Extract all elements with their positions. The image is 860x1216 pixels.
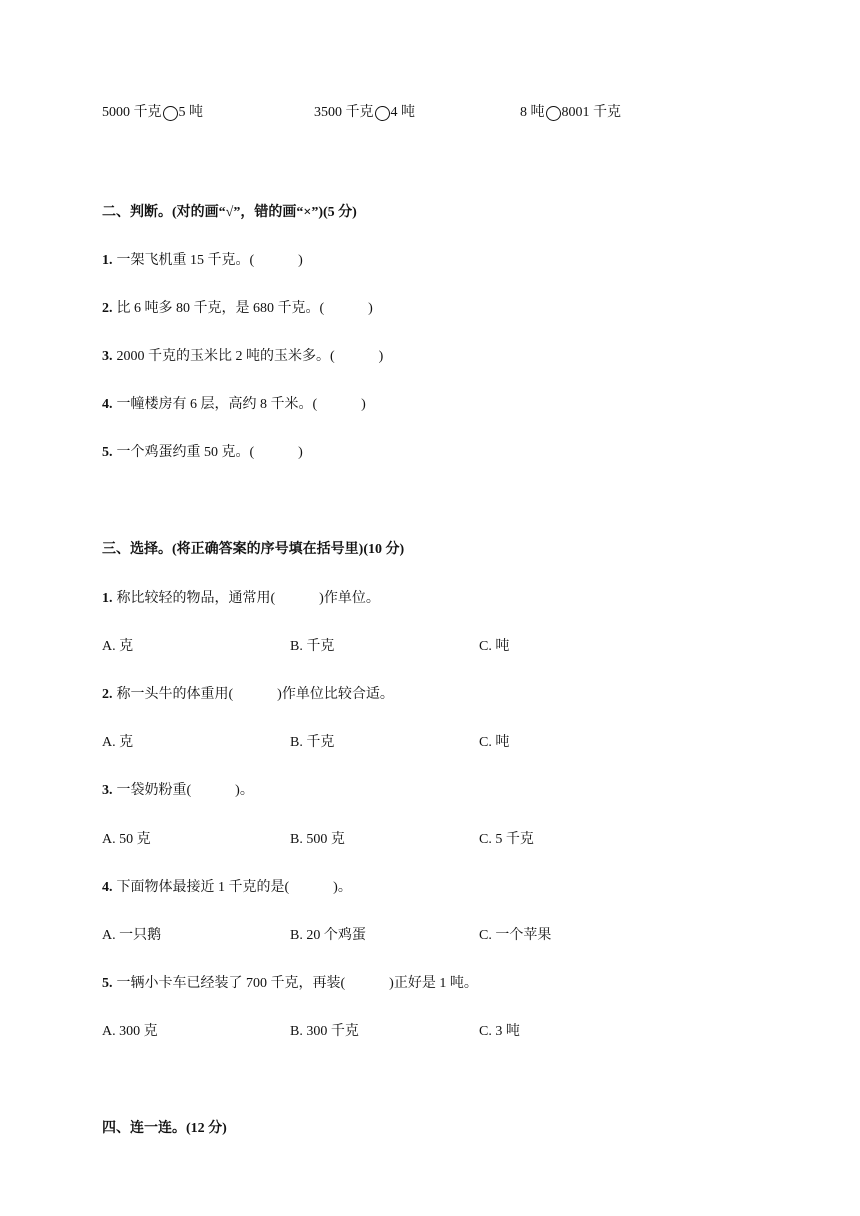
option-a[interactable]: A. 克 (102, 639, 134, 654)
judge-item-1 (102, 251, 303, 271)
question-text-before: 称一头牛的体重用( (116, 687, 234, 702)
compare-circle-blank[interactable] (375, 106, 390, 121)
choice-question-4 (102, 878, 352, 898)
compare-right: 5 吨 (178, 105, 203, 120)
choice-question-1 (102, 589, 380, 609)
question-text-after: )作单位比较合适。 (277, 687, 394, 702)
option-c[interactable]: C. 3 吨 (479, 1024, 520, 1039)
question-number: 3. (102, 783, 113, 798)
question-number: 2. (102, 687, 113, 702)
item-number: 5. (102, 445, 113, 460)
judge-item-3 (102, 347, 383, 367)
compare-item-2 (314, 103, 415, 123)
item-text: 一幢楼房有 6 层，高约 8 千米。( (116, 397, 318, 412)
judge-item-2 (102, 299, 373, 319)
compare-right: 8001 千克 (561, 105, 621, 120)
option-a[interactable]: A. 300 克 (102, 1024, 158, 1039)
compare-circle-blank[interactable] (163, 106, 178, 121)
judge-item-4 (102, 395, 366, 415)
compare-left: 8 吨 (520, 105, 545, 120)
item-number: 1. (102, 253, 113, 268)
option-c[interactable]: C. 吨 (479, 639, 510, 654)
item-text: 比 6 吨多 80 千克，是 680 千克。( (116, 301, 325, 316)
question-text-before: 下面物体最接近 1 千克的是( (116, 880, 290, 895)
compare-item-1 (102, 103, 203, 123)
judge-item-5 (102, 443, 303, 463)
question-text-after: )。 (333, 880, 352, 895)
question-text-after: )正好是 1 吨。 (389, 976, 478, 991)
item-number: 3. (102, 349, 113, 364)
option-b[interactable]: B. 千克 (290, 735, 335, 750)
compare-left: 3500 千克 (314, 105, 374, 120)
item-text: 2000 千克的玉米比 2 吨的玉米多。( (116, 349, 335, 364)
option-b[interactable]: B. 20 个鸡蛋 (290, 928, 366, 943)
choice-question-5 (102, 974, 478, 994)
question-text-after: )。 (235, 783, 254, 798)
close-paren: ) (298, 445, 303, 460)
item-number: 4. (102, 397, 113, 412)
section-2-heading: 二、判断。(对的画“√”，错的画“×”)(5 分) (102, 205, 357, 220)
question-text-before: 称比较轻的物品，通常用( (116, 591, 276, 606)
question-number: 4. (102, 880, 113, 895)
question-text-before: 一辆小卡车已经装了 700 千克，再装( (116, 976, 346, 991)
compare-left: 5000 千克 (102, 105, 162, 120)
option-a[interactable]: A. 一只鹅 (102, 928, 162, 943)
question-text-before: 一袋奶粉重( (116, 783, 192, 798)
close-paren: ) (298, 253, 303, 268)
question-number: 5. (102, 976, 113, 991)
option-c[interactable]: C. 吨 (479, 735, 510, 750)
option-a[interactable]: A. 50 克 (102, 832, 151, 847)
option-c[interactable]: C. 一个苹果 (479, 928, 552, 943)
question-text-after: )作单位。 (319, 591, 380, 606)
option-c[interactable]: C. 5 千克 (479, 832, 534, 847)
section-3-heading: 三、选择。(将正确答案的序号填在括号里)(10 分) (102, 542, 405, 557)
question-number: 1. (102, 591, 113, 606)
item-text: 一架飞机重 15 千克。( (116, 253, 255, 268)
item-text: 一个鸡蛋约重 50 克。( (116, 445, 255, 460)
compare-item-3 (520, 103, 621, 123)
compare-right: 4 吨 (390, 105, 415, 120)
option-b[interactable]: B. 500 克 (290, 832, 345, 847)
close-paren: ) (368, 301, 373, 316)
close-paren: ) (378, 349, 384, 364)
section-4-heading: 四、连一连。(12 分) (102, 1121, 227, 1136)
close-paren: ) (361, 397, 366, 412)
item-number: 2. (102, 301, 113, 316)
option-a[interactable]: A. 克 (102, 735, 134, 750)
compare-circle-blank[interactable] (546, 106, 561, 121)
option-b[interactable]: B. 千克 (290, 639, 335, 654)
choice-question-3 (102, 781, 254, 801)
choice-question-2 (102, 685, 394, 705)
option-b[interactable]: B. 300 千克 (290, 1024, 359, 1039)
